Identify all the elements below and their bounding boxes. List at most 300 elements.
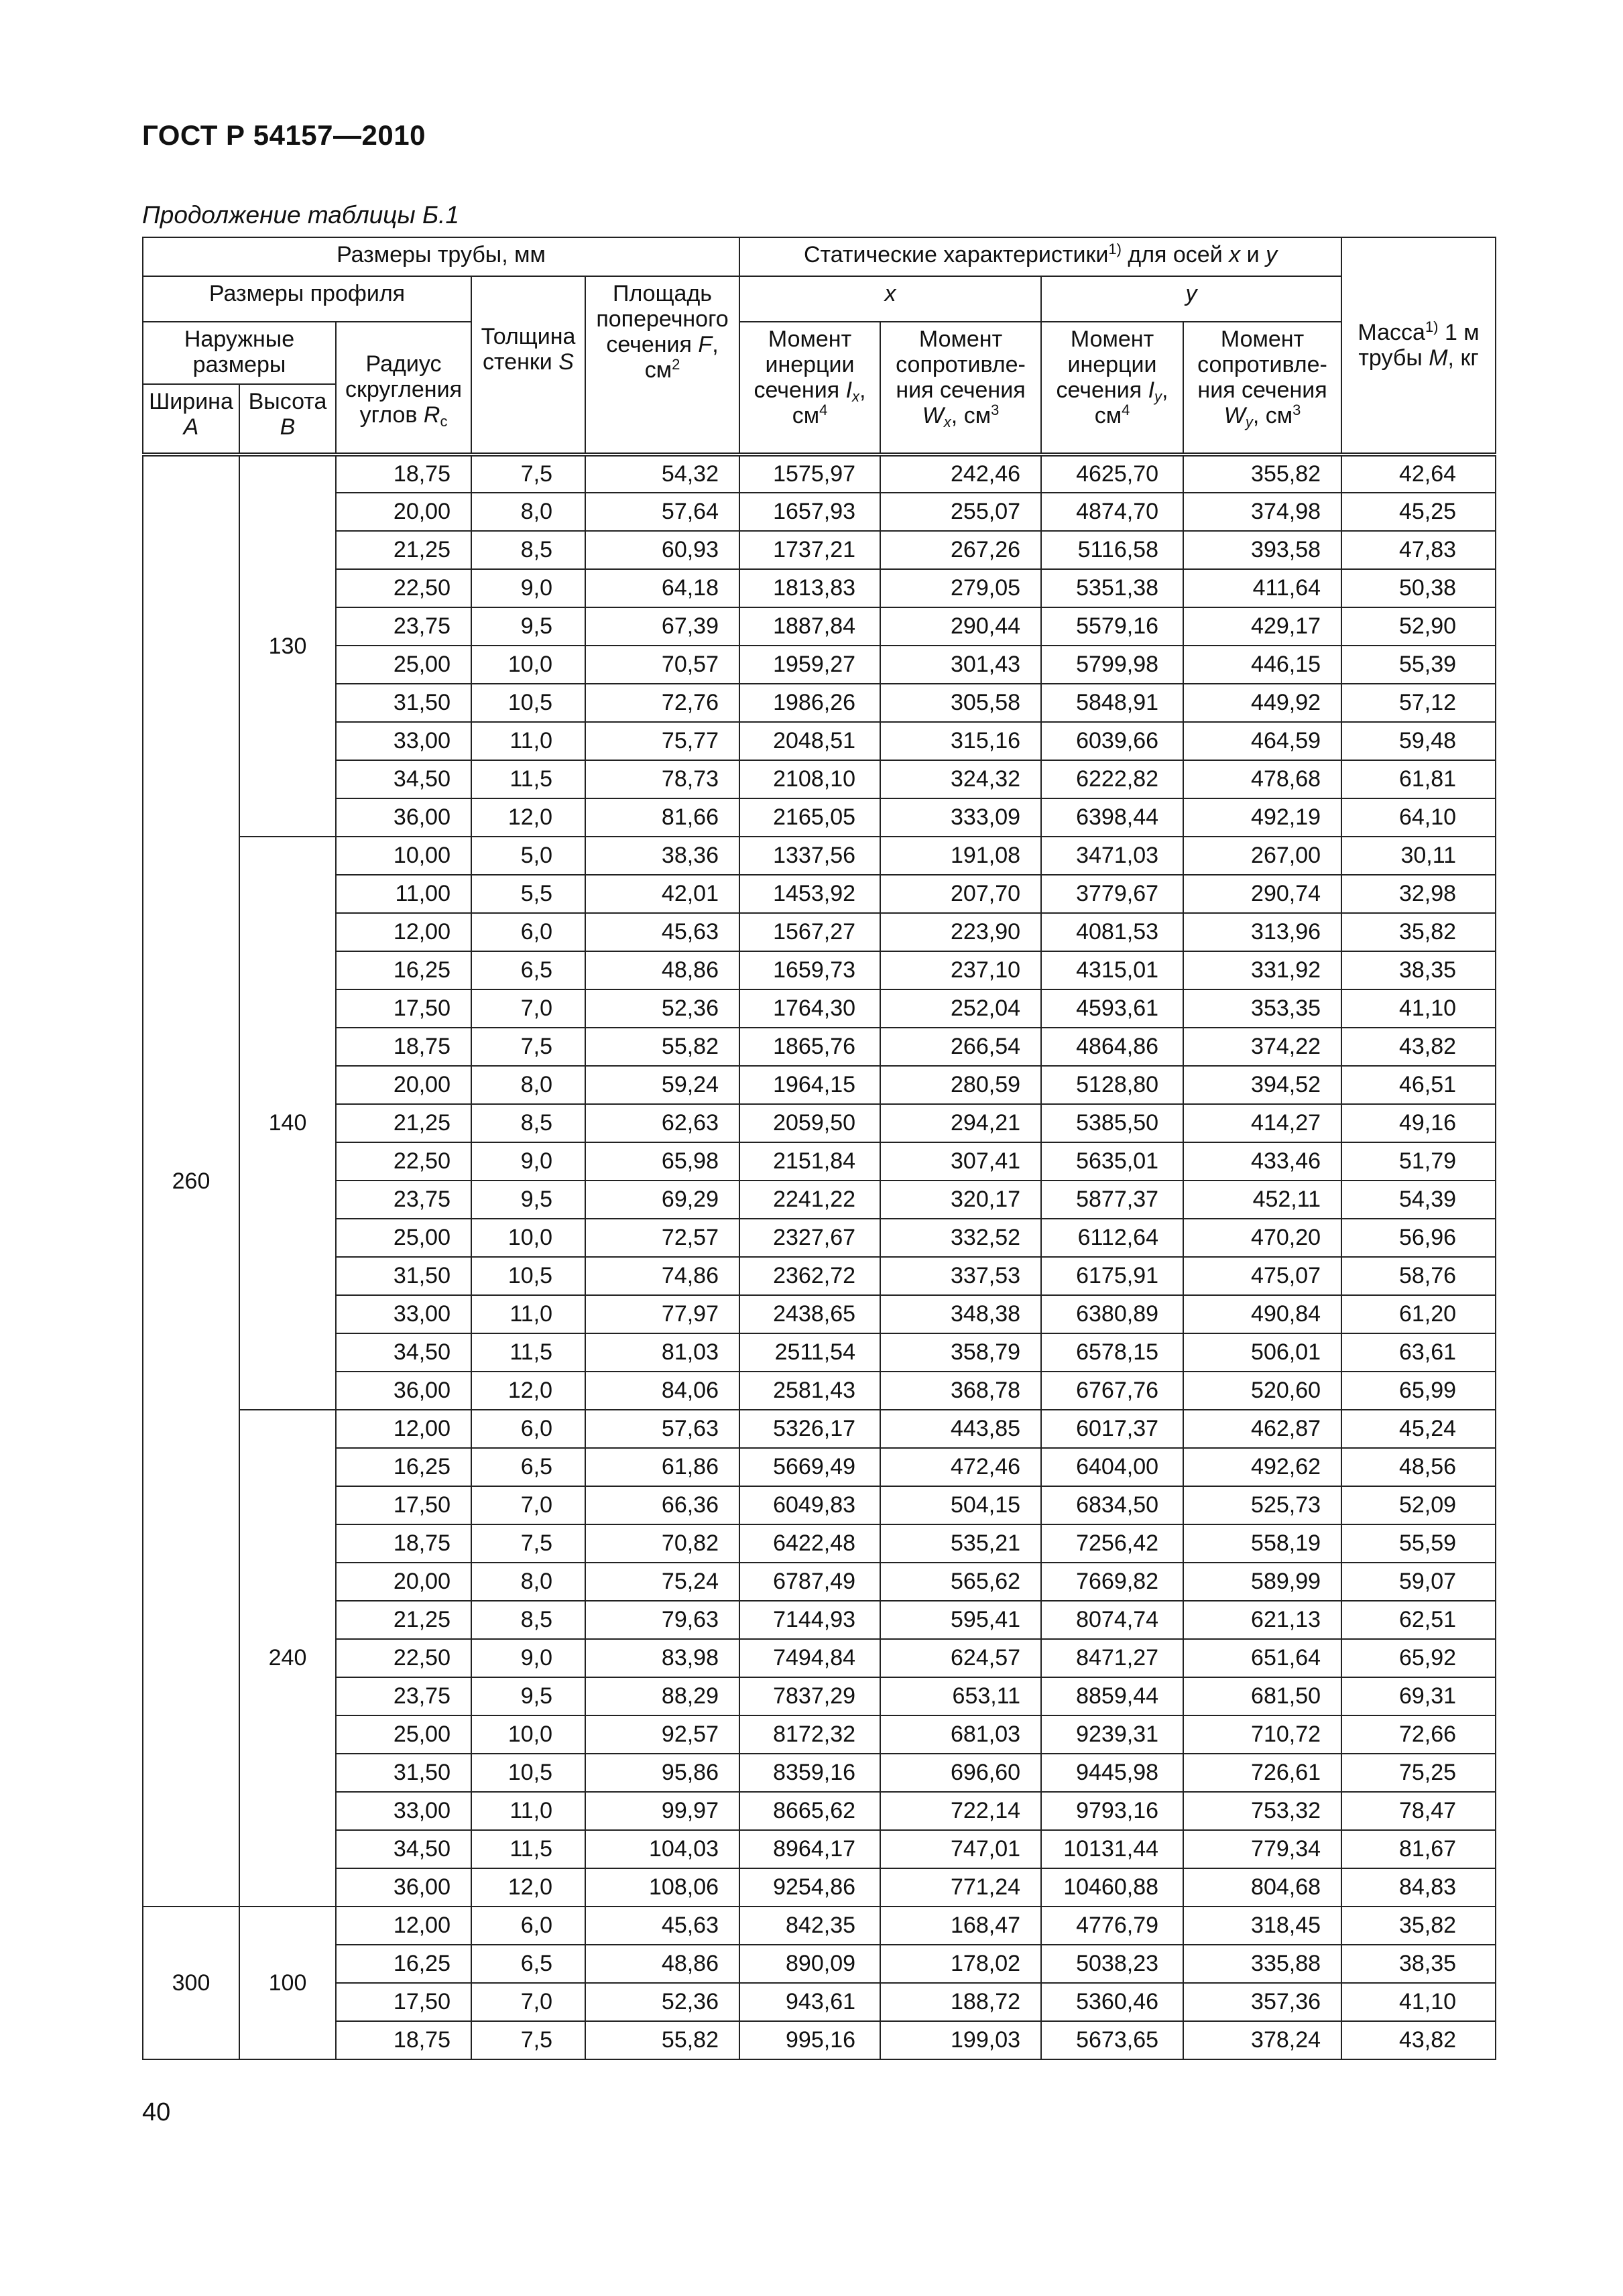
cell-wy: 478,68 bbox=[1183, 760, 1341, 798]
cell-wy: 374,98 bbox=[1183, 493, 1341, 531]
cell-iy: 5038,23 bbox=[1041, 1945, 1183, 1983]
cell-wx: 324,32 bbox=[880, 760, 1041, 798]
cell-ix: 1737,21 bbox=[739, 531, 880, 569]
cell-iy: 4593,61 bbox=[1041, 989, 1183, 1028]
cell-mass: 65,92 bbox=[1341, 1639, 1496, 1677]
cell-area: 60,93 bbox=[585, 531, 739, 569]
cell-area: 79,63 bbox=[585, 1601, 739, 1639]
cell-area: 99,97 bbox=[585, 1792, 739, 1830]
cell-ix: 2581,43 bbox=[739, 1372, 880, 1410]
cell-ix: 5669,49 bbox=[739, 1448, 880, 1486]
cell-radius: 25,00 bbox=[336, 646, 471, 684]
cell-radius: 16,25 bbox=[336, 951, 471, 989]
cell-ix: 2048,51 bbox=[739, 722, 880, 760]
radius-label: Радиус скругления углов bbox=[345, 351, 462, 428]
cell-wx: 368,78 bbox=[880, 1372, 1041, 1410]
cell-mass: 78,47 bbox=[1341, 1792, 1496, 1830]
cell-iy: 7256,42 bbox=[1041, 1524, 1183, 1563]
table-row bbox=[143, 2021, 1496, 2059]
table-row bbox=[143, 1601, 1496, 1639]
cell-ix: 7837,29 bbox=[739, 1677, 880, 1715]
cell-wy: 374,22 bbox=[1183, 1028, 1341, 1066]
header-inertia-x: Момент инерции сечения $I_x$, $см^4$ bbox=[739, 322, 880, 455]
cell-radius: 31,50 bbox=[336, 684, 471, 722]
cell-iy: 9445,98 bbox=[1041, 1754, 1183, 1792]
table-row bbox=[143, 1410, 1496, 1448]
cell-area: 88,29 bbox=[585, 1677, 739, 1715]
cell-area: 78,73 bbox=[585, 760, 739, 798]
cell-mass: 45,25 bbox=[1341, 493, 1496, 531]
cell-iy: 5635,01 bbox=[1041, 1142, 1183, 1181]
cell-ix: 5326,17 bbox=[739, 1410, 880, 1448]
header-mass: Масса$^{1)}$ 1 м трубы M, кг bbox=[1341, 237, 1496, 455]
table-row bbox=[143, 760, 1496, 798]
cell-wx: 237,10 bbox=[880, 951, 1041, 989]
cell-iy: 5579,16 bbox=[1041, 607, 1183, 646]
cell-ix: 1764,30 bbox=[739, 989, 880, 1028]
cell-wy: 393,58 bbox=[1183, 531, 1341, 569]
cell-thickness: 11,0 bbox=[471, 722, 585, 760]
inertia-x-unit-power: 4 bbox=[819, 402, 828, 419]
cell-thickness: 11,5 bbox=[471, 1830, 585, 1868]
cell-thickness: 7,5 bbox=[471, 455, 585, 493]
cell-radius: 11,00 bbox=[336, 875, 471, 913]
cell-radius: 10,00 bbox=[336, 837, 471, 875]
cell-iy: 5673,65 bbox=[1041, 2021, 1183, 2059]
table-row bbox=[143, 1295, 1496, 1333]
cell-thickness: 6,0 bbox=[471, 1410, 585, 1448]
cell-radius: 18,75 bbox=[336, 455, 471, 493]
cell-area: 64,18 bbox=[585, 569, 739, 607]
cell-ix: 1865,76 bbox=[739, 1028, 880, 1066]
cell-mass: 32,98 bbox=[1341, 875, 1496, 913]
cell-area: 38,36 bbox=[585, 837, 739, 875]
cell-mass: 54,39 bbox=[1341, 1181, 1496, 1219]
cell-wx: 252,04 bbox=[880, 989, 1041, 1028]
cell-iy: 6175,91 bbox=[1041, 1257, 1183, 1295]
cell-thickness: 7,0 bbox=[471, 1983, 585, 2021]
cell-radius: 23,75 bbox=[336, 1677, 471, 1715]
cell-mass: 38,35 bbox=[1341, 951, 1496, 989]
cell-mass: 56,96 bbox=[1341, 1219, 1496, 1257]
cell-wy: 353,35 bbox=[1183, 989, 1341, 1028]
cell-radius: 25,00 bbox=[336, 1715, 471, 1754]
cell-thickness: 9,0 bbox=[471, 569, 585, 607]
header-inertia-y: Момент инерции сечения $I_y$, $см^4$ bbox=[1041, 322, 1183, 455]
resistance-x-unit: см bbox=[963, 403, 991, 429]
cell-radius: 17,50 bbox=[336, 1983, 471, 2021]
cell-wx: 337,53 bbox=[880, 1257, 1041, 1295]
cell-mass: 41,10 bbox=[1341, 989, 1496, 1028]
cell-wy: 429,17 bbox=[1183, 607, 1341, 646]
cell-thickness: 9,5 bbox=[471, 607, 585, 646]
table-row bbox=[143, 531, 1496, 569]
table-row bbox=[143, 1830, 1496, 1868]
cell-area: 83,98 bbox=[585, 1639, 739, 1677]
cell-ix: 2059,50 bbox=[739, 1104, 880, 1142]
cell-radius: 12,00 bbox=[336, 1907, 471, 1945]
cell-ix: 1659,73 bbox=[739, 951, 880, 989]
cell-wx: 223,90 bbox=[880, 913, 1041, 951]
cell-wx: 653,11 bbox=[880, 1677, 1041, 1715]
cell-iy: 8471,27 bbox=[1041, 1639, 1183, 1677]
cell-thickness: 11,5 bbox=[471, 1333, 585, 1372]
cell-radius: 31,50 bbox=[336, 1754, 471, 1792]
document-title: ГОСТ Р 54157—2010 bbox=[142, 119, 426, 151]
cell-mass: 46,51 bbox=[1341, 1066, 1496, 1104]
cell-wx: 333,09 bbox=[880, 798, 1041, 837]
cell-wx: 624,57 bbox=[880, 1639, 1041, 1677]
cell-thickness: 8,0 bbox=[471, 1563, 585, 1601]
resistance-x-label: Момент сопротивле-ния сечения bbox=[896, 326, 1026, 404]
cell-area: 48,86 bbox=[585, 1945, 739, 1983]
cell-wx: 280,59 bbox=[880, 1066, 1041, 1104]
cell-wx: 305,58 bbox=[880, 684, 1041, 722]
cell-iy: 5128,80 bbox=[1041, 1066, 1183, 1104]
cell-wx: 595,41 bbox=[880, 1601, 1041, 1639]
cell-wx: 168,47 bbox=[880, 1907, 1041, 1945]
cell-thickness: 8,5 bbox=[471, 1104, 585, 1142]
cell-mass: 41,10 bbox=[1341, 1983, 1496, 2021]
header-width bbox=[143, 384, 239, 455]
cell-wy: 318,45 bbox=[1183, 1907, 1341, 1945]
cell-ix: 1337,56 bbox=[739, 837, 880, 875]
cell-ix: 1657,93 bbox=[739, 493, 880, 531]
cell-iy: 6834,50 bbox=[1041, 1486, 1183, 1524]
cell-wy: 452,11 bbox=[1183, 1181, 1341, 1219]
cell-ix: 943,61 bbox=[739, 1983, 880, 2021]
resistance-y-unit-power: 3 bbox=[1293, 402, 1301, 419]
cell-area: 52,36 bbox=[585, 1983, 739, 2021]
header-axis-y: y bbox=[1041, 276, 1341, 322]
cell-thickness: 11,0 bbox=[471, 1792, 585, 1830]
cell-mass: 43,82 bbox=[1341, 1028, 1496, 1066]
cell-area: 54,32 bbox=[585, 455, 739, 493]
table-row bbox=[143, 951, 1496, 989]
table-row bbox=[143, 493, 1496, 531]
cell-ix: 1813,83 bbox=[739, 569, 880, 607]
cell-radius: 17,50 bbox=[336, 989, 471, 1028]
cell-wy: 313,96 bbox=[1183, 913, 1341, 951]
cell-mass: 84,83 bbox=[1341, 1868, 1496, 1907]
cell-wx: 266,54 bbox=[880, 1028, 1041, 1066]
cell-ix: 6049,83 bbox=[739, 1486, 880, 1524]
resistance-x-subscript: x bbox=[943, 414, 951, 431]
header-thickness bbox=[471, 276, 585, 455]
cell-radius: 16,25 bbox=[336, 1945, 471, 1983]
cell-mass: 57,12 bbox=[1341, 684, 1496, 722]
resistance-y-subscript: y bbox=[1245, 414, 1253, 431]
cell-thickness: 9,0 bbox=[471, 1639, 585, 1677]
inertia-y-label: Момент инерции сечения bbox=[1056, 326, 1157, 404]
cell-iy: 6222,82 bbox=[1041, 760, 1183, 798]
cell-iy: 7669,82 bbox=[1041, 1563, 1183, 1601]
cell-area: 55,82 bbox=[585, 2021, 739, 2059]
radius-symbol: R bbox=[423, 402, 440, 428]
cell-area: 62,63 bbox=[585, 1104, 739, 1142]
cell-mass: 75,25 bbox=[1341, 1754, 1496, 1792]
resistance-y-label: Момент сопротивле-ния сечения bbox=[1197, 326, 1327, 404]
cell-iy: 4874,70 bbox=[1041, 493, 1183, 531]
cell-thickness: 7,0 bbox=[471, 1486, 585, 1524]
cell-wy: 433,46 bbox=[1183, 1142, 1341, 1181]
header-outer-sizes: Наружные размеры bbox=[143, 322, 336, 384]
cell-area: 70,57 bbox=[585, 646, 739, 684]
width-symbol: A bbox=[183, 414, 199, 440]
cell-mass: 52,09 bbox=[1341, 1486, 1496, 1524]
cell-area: 75,24 bbox=[585, 1563, 739, 1601]
cell-thickness: 10,5 bbox=[471, 684, 585, 722]
table-row bbox=[143, 837, 1496, 875]
cell-iy: 6039,66 bbox=[1041, 722, 1183, 760]
height-symbol: B bbox=[280, 414, 296, 440]
cell-ix: 890,09 bbox=[739, 1945, 880, 1983]
cell-mass: 35,82 bbox=[1341, 913, 1496, 951]
cell-thickness: 10,0 bbox=[471, 1715, 585, 1754]
table-row bbox=[143, 913, 1496, 951]
cell-wx: 199,03 bbox=[880, 2021, 1041, 2059]
cell-thickness: 7,5 bbox=[471, 2021, 585, 2059]
cell-width: 260 bbox=[143, 455, 239, 1907]
cell-area: 84,06 bbox=[585, 1372, 739, 1410]
cell-area: 72,57 bbox=[585, 1219, 739, 1257]
cell-iy: 4864,86 bbox=[1041, 1028, 1183, 1066]
width-label: Ширина bbox=[149, 389, 233, 414]
table-row bbox=[143, 989, 1496, 1028]
table-caption: Продолжение таблицы Б.1 bbox=[142, 201, 459, 229]
table-body bbox=[143, 455, 1496, 2059]
inertia-y-unit-power: 4 bbox=[1122, 402, 1130, 419]
cell-wx: 178,02 bbox=[880, 1945, 1041, 1983]
cell-radius: 21,25 bbox=[336, 531, 471, 569]
area-unit-power: 2 bbox=[672, 356, 680, 373]
cell-iy: 3471,03 bbox=[1041, 837, 1183, 875]
inertia-x-unit: см bbox=[792, 403, 820, 429]
cell-area: 45,63 bbox=[585, 1907, 739, 1945]
cell-wx: 747,01 bbox=[880, 1830, 1041, 1868]
cell-mass: 30,11 bbox=[1341, 837, 1496, 875]
cell-wx: 332,52 bbox=[880, 1219, 1041, 1257]
header-pipe-sizes: Размеры трубы, мм bbox=[143, 237, 739, 276]
cell-wy: 651,64 bbox=[1183, 1639, 1341, 1677]
cell-wy: 464,59 bbox=[1183, 722, 1341, 760]
table-row bbox=[143, 1028, 1496, 1066]
cell-width: 300 bbox=[143, 1907, 239, 2059]
cell-radius: 34,50 bbox=[336, 1830, 471, 1868]
cell-wy: 621,13 bbox=[1183, 1601, 1341, 1639]
cell-area: 77,97 bbox=[585, 1295, 739, 1333]
cell-iy: 10460,88 bbox=[1041, 1868, 1183, 1907]
cell-ix: 6787,49 bbox=[739, 1563, 880, 1601]
cell-mass: 51,79 bbox=[1341, 1142, 1496, 1181]
cell-wy: 525,73 bbox=[1183, 1486, 1341, 1524]
cell-wx: 348,38 bbox=[880, 1295, 1041, 1333]
cell-wx: 681,03 bbox=[880, 1715, 1041, 1754]
cell-iy: 6112,64 bbox=[1041, 1219, 1183, 1257]
cell-thickness: 9,5 bbox=[471, 1677, 585, 1715]
cell-wx: 320,17 bbox=[880, 1181, 1041, 1219]
cell-radius: 25,00 bbox=[336, 1219, 471, 1257]
cell-area: 92,57 bbox=[585, 1715, 739, 1754]
cell-iy: 6578,15 bbox=[1041, 1333, 1183, 1372]
cell-area: 70,82 bbox=[585, 1524, 739, 1563]
cell-area: 104,03 bbox=[585, 1830, 739, 1868]
cell-wx: 315,16 bbox=[880, 722, 1041, 760]
table-row bbox=[143, 1181, 1496, 1219]
cell-radius: 36,00 bbox=[336, 1868, 471, 1907]
cell-mass: 48,56 bbox=[1341, 1448, 1496, 1486]
cell-wx: 242,46 bbox=[880, 455, 1041, 493]
cell-thickness: 10,5 bbox=[471, 1257, 585, 1295]
cell-wy: 446,15 bbox=[1183, 646, 1341, 684]
cell-thickness: 10,0 bbox=[471, 646, 585, 684]
cell-iy: 6380,89 bbox=[1041, 1295, 1183, 1333]
resistance-x-symbol: W bbox=[922, 403, 944, 429]
header-height bbox=[239, 384, 336, 455]
cell-thickness: 9,5 bbox=[471, 1181, 585, 1219]
cell-radius: 16,25 bbox=[336, 1448, 471, 1486]
cell-area: 57,63 bbox=[585, 1410, 739, 1448]
table-row bbox=[143, 1907, 1496, 1945]
cell-area: 69,29 bbox=[585, 1181, 739, 1219]
cell-mass: 52,90 bbox=[1341, 607, 1496, 646]
cell-wy: 520,60 bbox=[1183, 1372, 1341, 1410]
cell-area: 57,64 bbox=[585, 493, 739, 531]
cell-wy: 779,34 bbox=[1183, 1830, 1341, 1868]
header-resistance-y: Момент сопротивле-ния сечения $W_y$, $см^3$ bbox=[1183, 322, 1341, 455]
cell-ix: 8665,62 bbox=[739, 1792, 880, 1830]
cell-area: 45,63 bbox=[585, 913, 739, 951]
cell-iy: 5385,50 bbox=[1041, 1104, 1183, 1142]
cell-wy: 449,92 bbox=[1183, 684, 1341, 722]
cell-radius: 20,00 bbox=[336, 493, 471, 531]
cell-radius: 22,50 bbox=[336, 569, 471, 607]
cell-ix: 842,35 bbox=[739, 1907, 880, 1945]
cell-area: 66,36 bbox=[585, 1486, 739, 1524]
inertia-x-subscript: x bbox=[852, 388, 860, 406]
cell-area: 52,36 bbox=[585, 989, 739, 1028]
cell-radius: 33,00 bbox=[336, 1295, 471, 1333]
cell-iy: 9239,31 bbox=[1041, 1715, 1183, 1754]
cell-area: 108,06 bbox=[585, 1868, 739, 1907]
cell-iy: 3779,67 bbox=[1041, 875, 1183, 913]
cell-area: 61,86 bbox=[585, 1448, 739, 1486]
cell-ix: 1964,15 bbox=[739, 1066, 880, 1104]
cell-area: 42,01 bbox=[585, 875, 739, 913]
table-row bbox=[143, 1333, 1496, 1372]
thickness-label: Толщина стенки bbox=[481, 324, 576, 375]
cell-ix: 2362,72 bbox=[739, 1257, 880, 1295]
cell-iy: 5799,98 bbox=[1041, 646, 1183, 684]
cell-wy: 357,36 bbox=[1183, 1983, 1341, 2021]
static-axis-x: x bbox=[1229, 242, 1241, 267]
cell-wx: 722,14 bbox=[880, 1792, 1041, 1830]
table-row bbox=[143, 607, 1496, 646]
table-row bbox=[143, 1983, 1496, 2021]
cell-thickness: 12,0 bbox=[471, 798, 585, 837]
cell-ix: 8964,17 bbox=[739, 1830, 880, 1868]
cell-mass: 61,20 bbox=[1341, 1295, 1496, 1333]
cell-ix: 2511,54 bbox=[739, 1333, 880, 1372]
cell-iy: 10131,44 bbox=[1041, 1830, 1183, 1868]
table-row bbox=[143, 1219, 1496, 1257]
cell-wy: 506,01 bbox=[1183, 1333, 1341, 1372]
cell-wy: 335,88 bbox=[1183, 1945, 1341, 1983]
table-row bbox=[143, 875, 1496, 913]
cell-radius: 20,00 bbox=[336, 1563, 471, 1601]
cell-iy: 5116,58 bbox=[1041, 531, 1183, 569]
cell-thickness: 5,0 bbox=[471, 837, 585, 875]
cell-ix: 1959,27 bbox=[739, 646, 880, 684]
mass-symbol: M bbox=[1429, 345, 1448, 371]
cell-wy: 411,64 bbox=[1183, 569, 1341, 607]
cell-radius: 22,50 bbox=[336, 1639, 471, 1677]
cell-radius: 20,00 bbox=[336, 1066, 471, 1104]
cell-iy: 5360,46 bbox=[1041, 1983, 1183, 2021]
cell-wy: 267,00 bbox=[1183, 837, 1341, 875]
cell-mass: 62,51 bbox=[1341, 1601, 1496, 1639]
cell-ix: 8172,32 bbox=[739, 1715, 880, 1754]
static-label: Статические характеристики bbox=[803, 242, 1109, 267]
cell-ix: 7494,84 bbox=[739, 1639, 880, 1677]
area-unit: см bbox=[644, 357, 672, 383]
cell-area: 59,24 bbox=[585, 1066, 739, 1104]
cell-wy: 589,99 bbox=[1183, 1563, 1341, 1601]
cell-wy: 753,32 bbox=[1183, 1792, 1341, 1830]
inertia-x-symbol: I bbox=[845, 377, 853, 404]
cell-radius: 33,00 bbox=[336, 1792, 471, 1830]
cell-iy: 6767,76 bbox=[1041, 1372, 1183, 1410]
cell-radius: 18,75 bbox=[336, 1524, 471, 1563]
cell-thickness: 6,5 bbox=[471, 951, 585, 989]
height-label: Высота bbox=[248, 389, 327, 414]
cell-wx: 279,05 bbox=[880, 569, 1041, 607]
cell-ix: 995,16 bbox=[739, 2021, 880, 2059]
cell-thickness: 12,0 bbox=[471, 1372, 585, 1410]
cell-thickness: 9,0 bbox=[471, 1142, 585, 1181]
cell-wx: 771,24 bbox=[880, 1868, 1041, 1907]
static-footnote: 1) bbox=[1108, 241, 1122, 257]
radius-subscript: c bbox=[440, 413, 448, 430]
cell-radius: 34,50 bbox=[336, 760, 471, 798]
cell-radius: 36,00 bbox=[336, 1372, 471, 1410]
cell-thickness: 8,0 bbox=[471, 1066, 585, 1104]
cell-radius: 33,00 bbox=[336, 722, 471, 760]
cell-wy: 378,24 bbox=[1183, 2021, 1341, 2059]
cell-wx: 191,08 bbox=[880, 837, 1041, 875]
cell-iy: 4315,01 bbox=[1041, 951, 1183, 989]
cell-iy: 5848,91 bbox=[1041, 684, 1183, 722]
cell-ix: 2108,10 bbox=[739, 760, 880, 798]
cell-wy: 475,07 bbox=[1183, 1257, 1341, 1295]
cell-thickness: 12,0 bbox=[471, 1868, 585, 1907]
static-axis-and: и bbox=[1246, 242, 1260, 267]
pipe-properties-table bbox=[142, 237, 1496, 2060]
cell-mass: 49,16 bbox=[1341, 1104, 1496, 1142]
cell-mass: 59,07 bbox=[1341, 1563, 1496, 1601]
cell-height: 100 bbox=[239, 1907, 336, 2059]
table-header bbox=[143, 237, 1496, 455]
inertia-x-label: Момент инерции сечения bbox=[754, 326, 855, 404]
cell-mass: 55,39 bbox=[1341, 646, 1496, 684]
cell-wx: 188,72 bbox=[880, 1983, 1041, 2021]
cell-wy: 290,74 bbox=[1183, 875, 1341, 913]
table-row bbox=[143, 1945, 1496, 1983]
cell-mass: 59,48 bbox=[1341, 722, 1496, 760]
cell-thickness: 7,0 bbox=[471, 989, 585, 1028]
cell-thickness: 11,5 bbox=[471, 760, 585, 798]
cell-area: 65,98 bbox=[585, 1142, 739, 1181]
